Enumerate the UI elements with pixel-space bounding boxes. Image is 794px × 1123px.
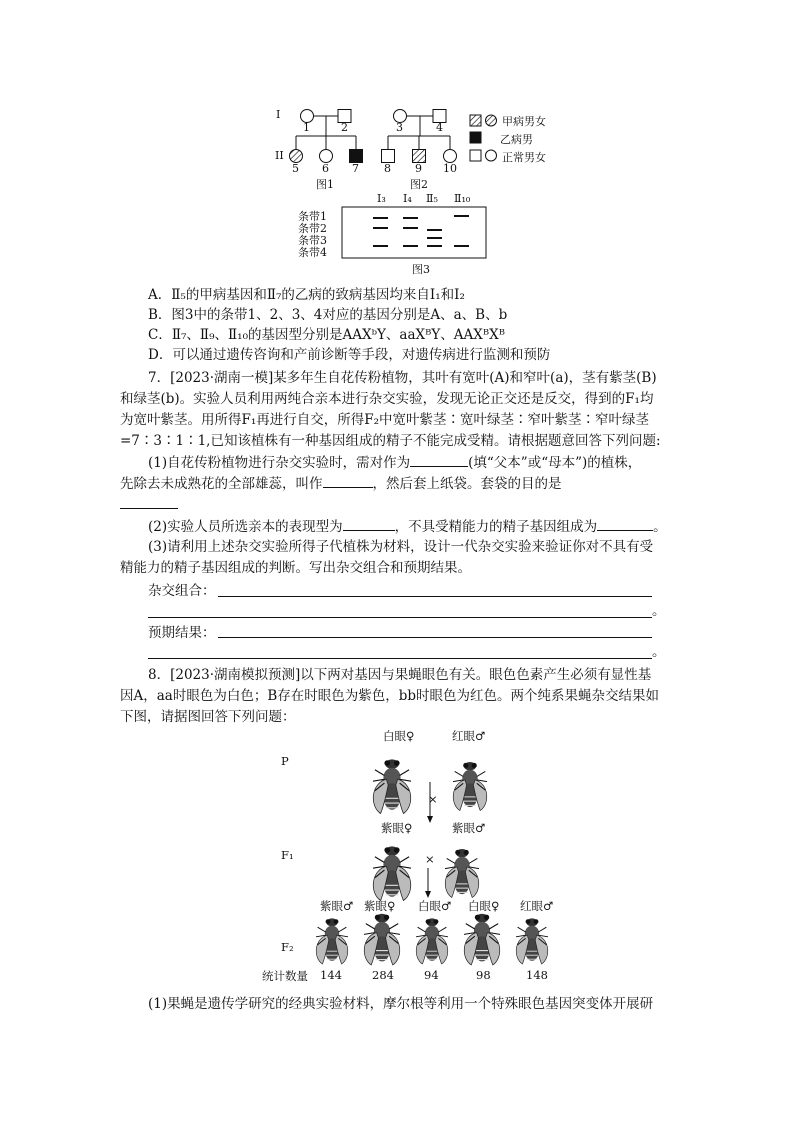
legend-hatched-circle — [486, 115, 497, 126]
fruit-fly-diagram — [300, 740, 580, 970]
fly-f1-male — [445, 849, 479, 897]
fig3-caption: 图3 — [412, 263, 430, 276]
expect-answer-line-1[interactable] — [218, 637, 652, 638]
legend-black-square — [470, 132, 481, 143]
fig1-label-6: 6 — [322, 162, 329, 175]
fig3-row-1: 条带1 — [298, 210, 327, 223]
cross-answer-line-1[interactable] — [218, 596, 652, 597]
fig1-label-2: 2 — [341, 121, 348, 134]
f1-female-label: 紫眼♀ — [381, 821, 413, 835]
cross-label: 杂交组合： — [148, 583, 216, 599]
fly-p-male — [453, 762, 487, 810]
f2-count-5: 148 — [526, 968, 548, 982]
fig1-label-7: 7 — [352, 162, 359, 175]
fig3-row-2: 条带2 — [298, 222, 327, 235]
cross-sign-p: × — [428, 792, 438, 806]
fig1-label-1: 1 — [303, 121, 310, 134]
fly-f2-1 — [316, 918, 348, 964]
f2-label-1: 紫眼♂ — [320, 899, 354, 913]
option-b: B．图3中的条带1、2、3、4对应的基因分别是A、a、B、b — [148, 307, 508, 323]
fig2-label-9: 9 — [415, 162, 422, 175]
q8-part1-line: (1)果蝇是遗传学研究的经典实验材料，摩尔根等利用一个特殊眼色基因突变体开展研 — [148, 996, 654, 1012]
f1-male-label: 紫眼♂ — [452, 821, 486, 835]
answer-blank-3[interactable] — [120, 508, 178, 509]
fig2-ind-9 — [413, 150, 426, 163]
f2-label-2: 紫眼♀ — [364, 899, 396, 913]
stat-label: 统计数量 — [262, 969, 308, 983]
fly-f2-3 — [416, 918, 448, 964]
q7-part1-line-1: (1)自花传粉植物进行杂交实验时，需对作为 (填“父本”或“母本”)的植株， — [148, 452, 641, 473]
fig1-caption: 图1 — [316, 178, 334, 191]
cross-answer-line-2[interactable] — [148, 617, 652, 618]
fig3-row-3: 条带3 — [298, 234, 327, 247]
option-d: D．可以通过遗传咨询和产前诊断等手段，对遗传病进行监测和预防 — [148, 347, 551, 363]
fig2-label-10: 10 — [443, 162, 457, 175]
fig1-gen-label-1: I — [276, 108, 281, 121]
answer-blank-4[interactable] — [343, 516, 395, 531]
fig3-col-ii5: Ⅱ₅ — [426, 192, 438, 205]
q8-line-3: 下图，请据图回答下列问题： — [120, 709, 296, 725]
fly-f1-female — [373, 846, 411, 900]
q7-line-3: 为宽叶紫茎。用所得F₁再进行自交，所得F₂中宽叶紫茎∶宽叶绿茎∶窄叶紫茎∶窄叶绿茎 — [120, 412, 650, 428]
option-c: C．Ⅱ₇、Ⅱ₉、Ⅱ₁₀的基因型分别是AAXᵇY、aaXᴮY、AAXᴮXᴮ — [148, 327, 506, 343]
legend-white-circle — [486, 150, 497, 161]
q7-part2: (2)实验人员所选亲本的表现型为 ，不具受精能力的精子基因组成为 。 — [148, 516, 667, 537]
q8-line-1: 8．[2023·湖南模拟预测]以下两对基因与果蝇眼色有关。眼色色素产生必须有显性基 — [148, 667, 652, 683]
gen-label-f1: F₁ — [281, 848, 294, 862]
q8-line-2: 因A，aa时眼色为白色；B存在时眼色为紫色，bb时眼色为红色。两个纯系果蝇杂交结果如 — [120, 688, 660, 704]
f2-count-2: 284 — [372, 968, 394, 982]
expect-answer-line-2[interactable] — [148, 658, 652, 659]
expect-label: 预期结果： — [148, 625, 216, 641]
p-male-label: 红眼♂ — [452, 729, 486, 743]
fig1-gen-label-2: II — [275, 149, 284, 162]
f2-count-4: 98 — [476, 968, 491, 982]
legend-hatched-square — [470, 115, 481, 126]
fig3-col-i3: Ⅰ₃ — [377, 192, 386, 205]
fig3-row-4: 条带4 — [298, 246, 327, 259]
fig3-col-ii10: Ⅱ₁₀ — [454, 192, 471, 205]
q7-part3-line-1: (3)请利用上述杂交实验所得子代植株为材料，设计一代杂交实验来验证你对不具有受 — [148, 539, 654, 555]
q7-part3-line-2: 精能力的精子基因组成的判断。写出杂交组合和预期结果。 — [120, 560, 471, 576]
fig2-label-3: 3 — [396, 121, 403, 134]
f2-count-1: 144 — [320, 968, 342, 982]
f2-label-5: 红眼♂ — [520, 899, 554, 913]
q7-part1-line-2: 先除去未成熟花的全部雄蕊，叫作 ，然后套上纸袋。套袋的目的是 — [120, 473, 562, 494]
cross-period: 。 — [652, 603, 666, 619]
f2-count-3: 94 — [424, 968, 439, 982]
fig2-label-4: 4 — [436, 121, 443, 134]
legend-white-square — [470, 150, 481, 161]
p-female-label: 白眼♀ — [383, 729, 415, 743]
option-a: A．Ⅱ₅的甲病基因和Ⅱ₇的乙病的致病基因均来自Ⅰ₁和Ⅰ₂ — [148, 287, 465, 303]
answer-blank-5[interactable] — [597, 516, 653, 531]
cross-sign-f1: × — [425, 852, 435, 866]
fig2-label-8: 8 — [384, 162, 391, 175]
fly-f2-2 — [364, 914, 400, 965]
f2-label-3: 白眼♂ — [418, 899, 452, 913]
fly-f2-4 — [464, 914, 500, 965]
fly-f2-5 — [516, 918, 548, 964]
fly-p-female — [373, 759, 411, 813]
fig2-caption: 图2 — [410, 178, 428, 191]
gen-label-f2: F₂ — [281, 940, 294, 954]
fig1-ind-5 — [290, 150, 303, 163]
f2-label-4: 白眼♀ — [468, 899, 500, 913]
fig2-ind-8 — [382, 150, 395, 163]
legend-disease-a: 甲病男女 — [502, 115, 546, 128]
answer-blank-1[interactable] — [410, 452, 468, 467]
expect-period: 。 — [652, 644, 666, 660]
fig1-ind-7 — [350, 150, 363, 163]
legend-disease-b: 乙病男 — [500, 133, 533, 146]
answer-blank-2[interactable] — [323, 473, 373, 488]
band-figure — [318, 206, 488, 260]
fig1-label-5: 5 — [292, 162, 299, 175]
fig2-ind-10 — [444, 150, 457, 163]
legend-normal: 正常男女 — [502, 151, 546, 164]
q7-line-2: 和绿茎(b)。实验人员利用两纯合亲本进行杂交实验，发现无论正交还是反交，得到的F₁均 — [120, 391, 654, 407]
fig3-col-i4: Ⅰ₄ — [403, 192, 412, 205]
q7-line-4: =7∶3∶1∶1,已知该植株有一种基因组成的精子不能完成受精。请根据题意回答下列问题: — [120, 433, 661, 449]
gen-label-p: P — [281, 754, 289, 768]
q7-line-1: 7．[2023·湖南一模]某多年生自花传粉植物，其叶有宽叶(A)和窄叶(a)，茎有紫茎(B) — [148, 370, 657, 386]
fig1-ind-6 — [320, 150, 333, 163]
